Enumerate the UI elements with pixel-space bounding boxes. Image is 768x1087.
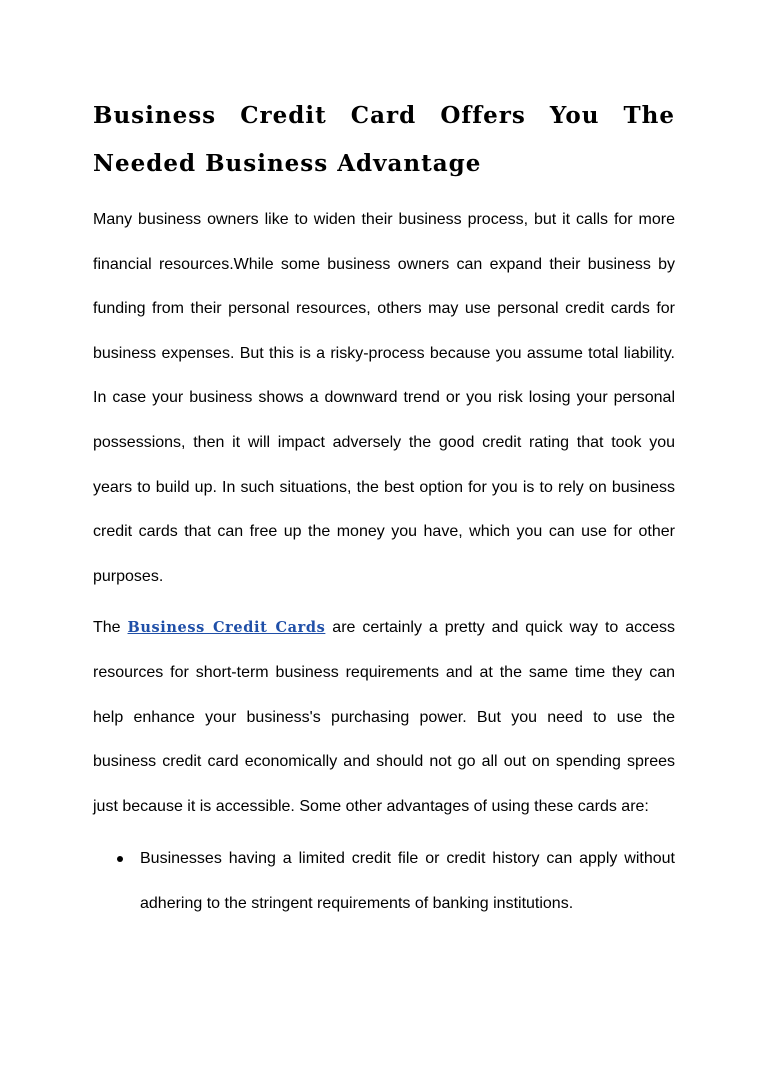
business-credit-cards-link[interactable]: Business Credit Cards [127, 619, 326, 637]
document-title-line-1: Business Credit Card Offers You The [93, 102, 675, 129]
list-item-text: Businesses having a limited credit file or credit history can apply without adhering to the stringent requirements of banking institutions. [140, 850, 675, 912]
list-item [93, 837, 675, 926]
intro-paragraph: Many business owners like to widen their business process, but it calls for more financial resources.While some business owners can expand their business by funding from their personal resources, others may use personal credit cards for business expenses. But this is a risky-process because you assume total liability. In case your business shows a downward trend or you risk losing your personal possessions, then it will impact adversely the good credit rating that took you years to build up. In such situations, the best option for you is to rely on business credit cards that can free up the money you have, which you can use for other purposes. [93, 211, 675, 585]
document-content [93, 92, 675, 927]
advantages-list [93, 837, 675, 926]
document-title [93, 92, 675, 188]
advantages-paragraph [93, 606, 675, 829]
document-title-line-2: Needed Business Advantage [93, 150, 482, 177]
bullet-icon [117, 856, 123, 862]
advantages-paragraph-prefix: The [93, 619, 128, 637]
advantages-paragraph-suffix: are certainly a pretty and quick way to access resources for short-term business requirements and at the same time they can help enhance your business's purchasing power. But you need to use the business credit card economically and should not go all out on spending sprees just because it is accessible. Some other advantages of using these cards are: [93, 619, 676, 815]
